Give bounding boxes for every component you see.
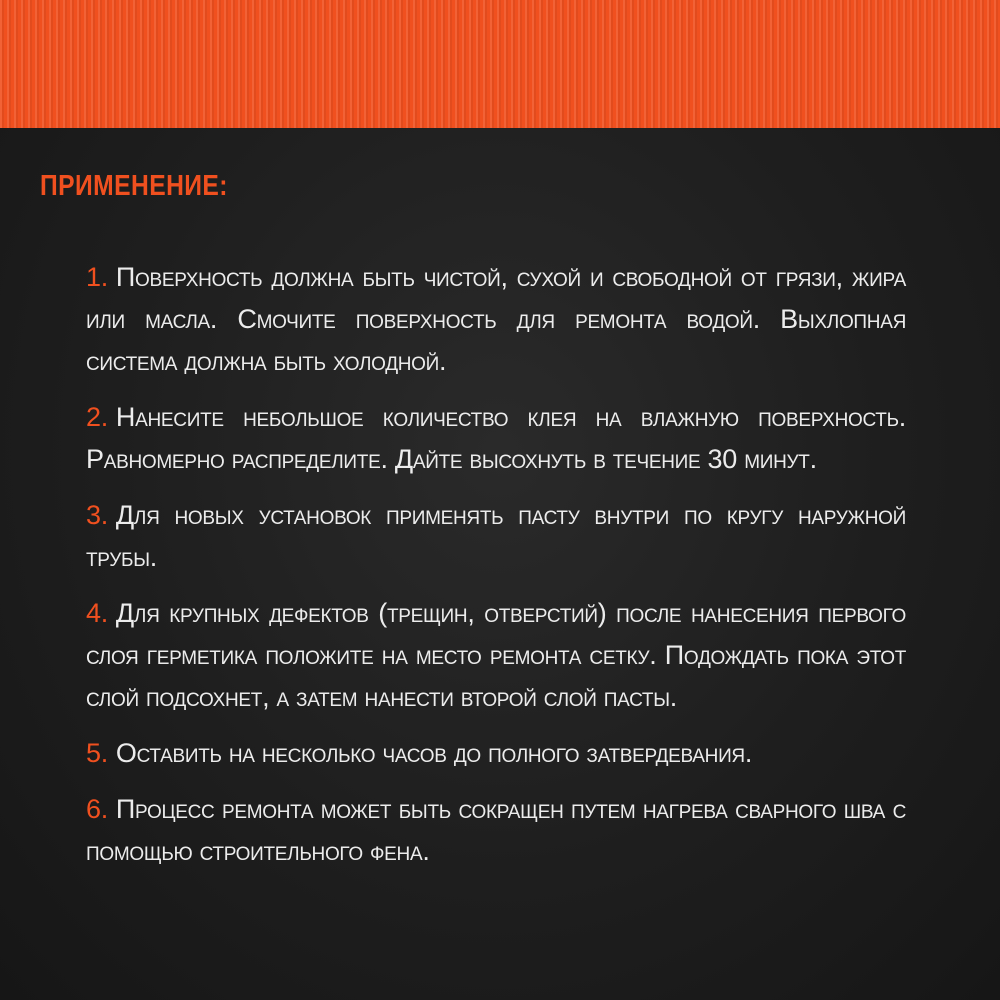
step-text: Оставить на несколько часов до полного затвердевания. [115,738,753,768]
step-number: 1. [86,262,108,292]
step-item [86,494,906,578]
step-number: 5. [86,738,108,768]
section-heading: ПРИМЕНЕНИЕ: [40,170,228,202]
step-text: Нанесите небольшое количество клея на влажную поверхность. Равномерно распределите. Дайте высохнуть в течение 30 минут. [86,402,906,474]
step-item [86,396,906,480]
step-number: 6. [86,794,108,824]
orange-top-band [0,0,1000,128]
step-number: 2. [86,402,108,432]
step-text: Поверхность должна быть чистой, сухой и свободной от грязи, жира или масла. Смочите поверхность для ремонта водой. Выхлопная система должна быть холодной. [86,262,906,376]
step-item [86,592,906,718]
step-text: Процесс ремонта может быть сокращен путем нагрева сварного шва с помощью строительного фена. [86,794,906,866]
step-item [86,788,906,872]
step-item [86,256,906,382]
step-number: 3. [86,500,108,530]
steps-list [86,256,906,886]
step-number: 4. [86,598,108,628]
step-text: Для новых установок применять пасту внутри по кругу наружной трубы. [86,500,906,572]
step-item [86,732,906,774]
step-text: Для крупных дефектов (трещин, отверстий) после нанесения первого слоя герметика положите на место ремонта сетку. Подождать пока этот слой подсохнет, а затем нанести второй слой пасты. [86,598,906,712]
